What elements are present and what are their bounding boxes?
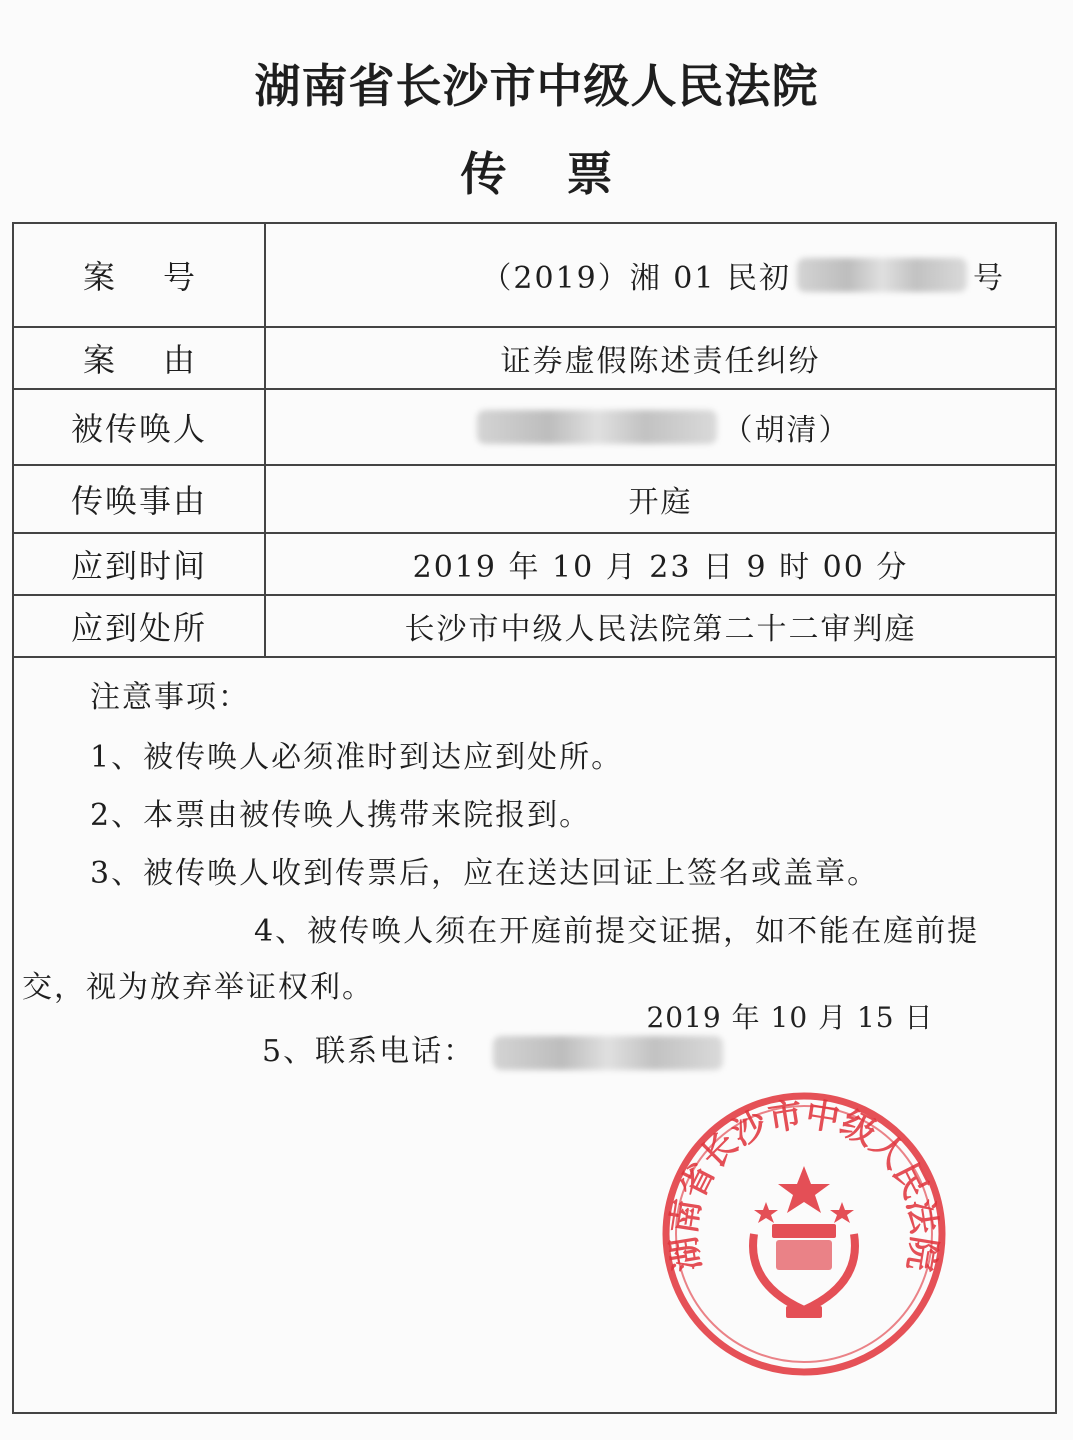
case-number-row	[14, 224, 1055, 328]
appearance-time-value: 2019 年 10 月 23 日 9 时 00 分	[412, 550, 909, 585]
case-number-prefix: （2019）湘 01 民初	[481, 261, 791, 296]
cause-label: 案由	[14, 328, 266, 388]
note-item-1: 1、被传唤人必须准时到达应到处所。	[90, 740, 624, 775]
summoned-person-label: 被传唤人	[14, 390, 266, 464]
cause-row	[14, 328, 1055, 390]
appearance-place-row	[14, 596, 1055, 658]
summons-reason-label: 传唤事由	[14, 466, 266, 532]
summons-reason-row	[14, 466, 1055, 534]
note-item-4-line-2: 交，视为放弃举证权利。	[22, 970, 374, 1005]
case-number-suffix: 号	[973, 261, 1005, 296]
appearance-time-row	[14, 534, 1055, 596]
redacted-case-number	[797, 258, 967, 292]
redacted-phone-number	[493, 1036, 723, 1070]
case-number-label: 案号	[14, 224, 266, 326]
appearance-place-label: 应到处所	[14, 596, 266, 656]
summoned-person-row	[14, 390, 1055, 466]
appearance-time-label: 应到时间	[14, 534, 266, 594]
summons-form	[12, 222, 1057, 1414]
national-emblem-icon	[753, 1166, 855, 1318]
summoned-person-value	[266, 390, 1055, 464]
seal-text: 湖南省长沙市中级人民法院	[664, 1094, 944, 1274]
issue-date: 2019 年 10 月 15 日	[646, 1001, 934, 1034]
notes-heading: 注意事项：	[90, 680, 250, 715]
redacted-person-name	[477, 410, 717, 444]
summons-reason-value: 开庭	[628, 485, 693, 520]
summoned-person-alias: （胡清）	[722, 413, 851, 448]
note-item-2: 2、本票由被传唤人携带来院报到。	[90, 798, 592, 833]
cause-value: 证券虚假陈述责任纠纷	[500, 344, 821, 379]
court-name-title: 湖南省长沙市中级人民法院	[254, 59, 819, 113]
note-item-3: 3、被传唤人收到传票后，应在送达回证上签名或盖章。	[90, 856, 880, 891]
court-seal	[654, 1084, 954, 1384]
appearance-place-value: 长沙市中级人民法院第二十二审判庭	[404, 612, 917, 647]
note-item-4-line-1: 4、被传唤人须在开庭前提交证据，如不能在庭前提	[254, 914, 980, 949]
case-number-value	[266, 224, 1055, 326]
contact-phone-label: 5、联系电话：	[262, 1034, 476, 1069]
document-type-title: 传票	[460, 147, 673, 201]
